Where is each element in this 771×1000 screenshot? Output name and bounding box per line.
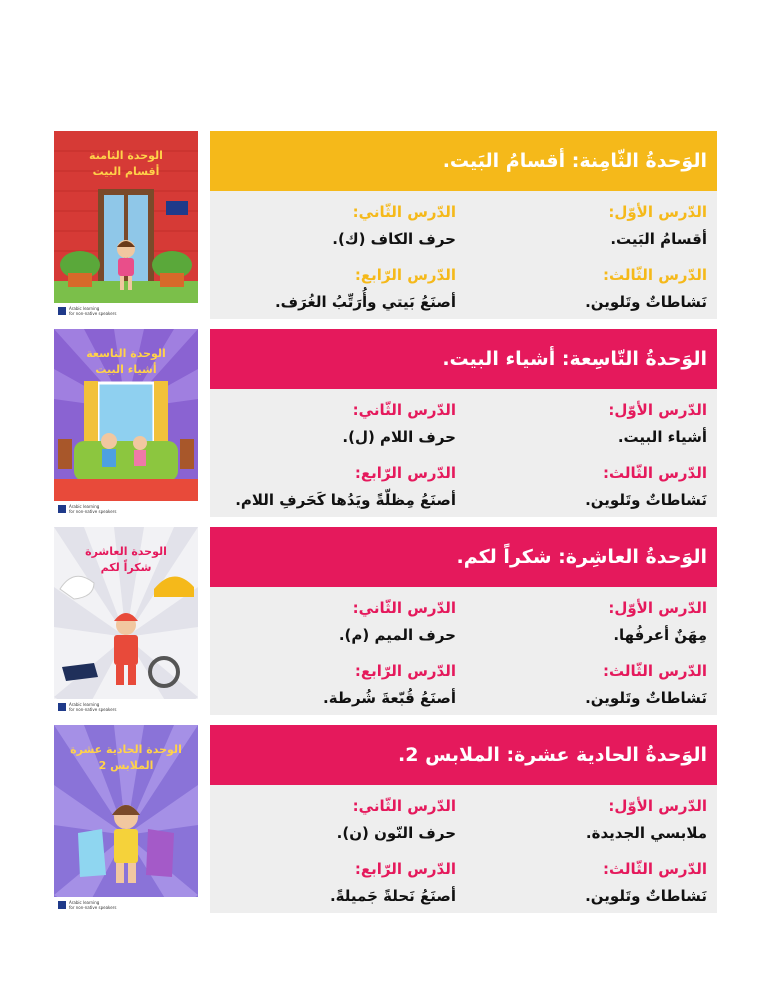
unit-9-lesson-3 <box>585 464 707 509</box>
svg-text:for non-native speakers: for non-native speakers <box>69 311 117 316</box>
lesson-text: أشياء البيت. <box>617 428 707 446</box>
lesson-text: أقسامُ البَيت. <box>610 230 707 248</box>
lesson-heading: الدّرس الرّابع: <box>354 860 456 878</box>
unit-10-title: الوَحدةُ العاشِرة: شكراً لكم. <box>210 527 717 587</box>
unit-11 <box>54 725 717 913</box>
svg-text:for non-native speakers: for non-native speakers <box>69 905 117 910</box>
unit-11-lesson-2 <box>337 797 456 842</box>
unit-8-cover-image <box>54 131 198 319</box>
unit-9-cover-image <box>54 329 198 517</box>
lesson-text: أصنَعُ مِظلّةً ويَدُها كَحَرفِ اللام. <box>235 491 456 509</box>
lesson-text: حرف الميم (م). <box>338 626 456 644</box>
lesson-heading: الدّرس الأوّل: <box>608 797 707 815</box>
lesson-heading: الدّرس الثّاني: <box>352 599 456 617</box>
lesson-heading: الدّرس الرّابع: <box>354 266 456 284</box>
lesson-text: أصنَعُ نَحلةً جَميلةً. <box>329 887 456 905</box>
unit-10-lesson-2 <box>339 599 456 644</box>
lesson-text: نَشاطاتٌ وتَلوين. <box>585 689 707 707</box>
unit-9-lesson-2 <box>342 401 456 446</box>
lesson-heading: الدّرس الرّابع: <box>354 464 456 482</box>
unit-11-lesson-3 <box>585 860 707 905</box>
unit-10-lesson-3 <box>585 662 707 707</box>
unit-8-lesson-4 <box>275 266 456 311</box>
unit-11-lesson-4 <box>330 860 456 905</box>
unit-9-lesson-1 <box>608 401 707 446</box>
unit-9-title: الوَحدةُ التّاسِعة: أشياء البيت. <box>210 329 717 389</box>
unit-8-lesson-1 <box>608 203 707 248</box>
unit-10-lesson-4 <box>323 662 456 707</box>
lesson-heading: الدّرس الثّالث: <box>602 662 707 680</box>
svg-text:Arabic learning: Arabic learning <box>69 702 100 707</box>
unit-8-lesson-2 <box>332 203 456 248</box>
unit-11-cover-title-1: الوحدة الحادية عشرة <box>70 743 182 756</box>
unit-11-title: الوَحدةُ الحادية عشرة: الملابس 2. <box>210 725 717 785</box>
lesson-text: نَشاطاتٌ وتَلوين. <box>585 491 707 509</box>
lesson-text: مِهَنٌ أعرفُها. <box>613 626 707 644</box>
unit-10-panel <box>210 527 717 715</box>
unit-9-cover-title-2: أشياء البيت <box>95 363 157 376</box>
lesson-heading: الدّرس الثّاني: <box>352 203 456 221</box>
lesson-heading: الدّرس الأوّل: <box>608 203 707 221</box>
lesson-text: نَشاطاتٌ وتَلوين. <box>585 293 707 311</box>
unit-11-lessons <box>210 785 717 913</box>
svg-text:for non-native speakers: for non-native speakers <box>69 707 117 712</box>
unit-9-panel <box>210 329 717 517</box>
unit-8-lesson-3 <box>585 266 707 311</box>
unit-10 <box>54 527 717 715</box>
unit-9 <box>54 329 717 517</box>
lesson-heading: الدّرس الثّالث: <box>602 266 707 284</box>
unit-8-lessons <box>210 191 717 319</box>
lesson-heading: الدّرس الأوّل: <box>608 401 707 419</box>
unit-9-lesson-4 <box>235 464 456 509</box>
unit-8 <box>54 131 717 319</box>
unit-11-panel <box>210 725 717 913</box>
unit-10-cover-image <box>54 527 198 715</box>
svg-text:for non-native speakers: for non-native speakers <box>69 509 117 514</box>
unit-8-title: الوَحدةُ الثّامِنة: أقسامُ البَيت. <box>210 131 717 191</box>
lesson-text: أصنَعُ بَيتي وأُرَتِّبُ الغُرَف. <box>274 293 456 311</box>
lesson-text: حرف الكاف (ك). <box>332 230 456 248</box>
lesson-text: حرف النّون (ن). <box>336 824 456 842</box>
svg-text:Arabic learning: Arabic learning <box>69 306 100 311</box>
lesson-text: أصنَعُ قُبّعةَ شُرطة. <box>323 689 456 707</box>
unit-8-cover-title-1: الوحدة الثامنة <box>89 149 163 162</box>
unit-10-lesson-1 <box>608 599 707 644</box>
lesson-heading: الدّرس الثّالث: <box>602 860 707 878</box>
lesson-heading: الدّرس الأوّل: <box>608 599 707 617</box>
unit-9-cover-title-1: الوحدة التاسعة <box>86 347 166 360</box>
lesson-heading: الدّرس الثّاني: <box>352 797 456 815</box>
unit-10-lessons <box>210 587 717 715</box>
unit-11-cover-image <box>54 725 198 913</box>
lesson-heading: الدّرس الثّاني: <box>352 401 456 419</box>
unit-8-panel <box>210 131 717 319</box>
unit-10-cover-title-1: الوحدة العاشرة <box>85 545 167 558</box>
unit-8-cover-title-2: أقسام البيت <box>92 165 160 178</box>
unit-9-lessons <box>210 389 717 517</box>
lesson-text: ملابسي الجديدة. <box>585 824 707 842</box>
lesson-heading: الدّرس الثّالث: <box>602 464 707 482</box>
lesson-text: نَشاطاتٌ وتَلوين. <box>585 887 707 905</box>
svg-text:Arabic learning: Arabic learning <box>69 900 100 905</box>
unit-11-lesson-1 <box>586 797 707 842</box>
lesson-heading: الدّرس الرّابع: <box>354 662 456 680</box>
unit-10-cover-title-2: شكراً لكم <box>100 561 152 574</box>
svg-text:Arabic learning: Arabic learning <box>69 504 100 509</box>
unit-11-cover-title-2: الملابس 2 <box>98 759 154 772</box>
lesson-text: حرف اللام (ل). <box>342 428 456 446</box>
